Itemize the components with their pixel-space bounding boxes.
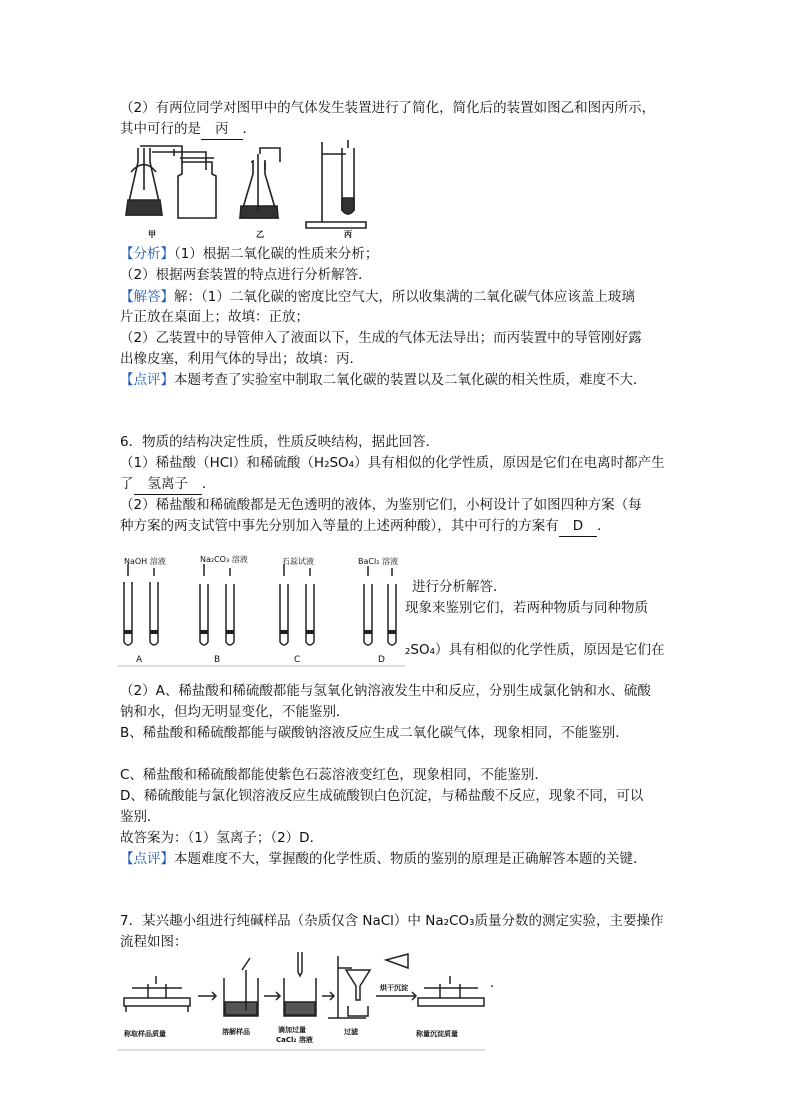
fig-label-bing: 丙 — [344, 229, 352, 239]
q5-solution-1-text: 解：（1）二氧化碳的密度比空气大，所以收集满的二氧化碳气体应该盖上玻璃 — [174, 289, 635, 305]
label-b: B — [214, 655, 221, 665]
q6-p1b-pre: 了 — [120, 476, 134, 492]
q6-sol-a1: （2）A、稀盐酸和稀硫酸都能与氢氧化钠溶液发生中和反应，分别生成氯化钠和水、硫酸 — [120, 683, 651, 699]
q5-answer: 丙 — [201, 119, 243, 140]
q6-p1: （1）稀盐酸（HCl）和稀硫酸（H₂SO₄）具有相似的化学性质，原因是它们在电离时都产生 — [120, 455, 665, 471]
analysis-tag: 【分析】 — [120, 246, 174, 262]
reagent-na2co3: Na₂CO₃ 溶液 — [200, 555, 248, 564]
q6-sol-d2: 鉴别． — [120, 809, 161, 825]
q6-comment — [120, 849, 647, 869]
flow-weigh-sample: 称取样品质量 — [124, 1030, 166, 1038]
gas-apparatus-figure — [120, 140, 370, 240]
q6-sol-d1: D、稀硫酸能与氯化钡溶液反应生成硫酸钡白色沉淀，与稀盐酸不反应，现象不同，可以 — [120, 788, 644, 804]
flow-dry: 烘干沉淀 — [380, 984, 408, 992]
fig-label-yi: 乙 — [256, 229, 264, 239]
q6-answer2: D — [559, 516, 597, 537]
q7-stem-1: 7．某兴趣小组进行纯碱样品（杂质仅含 NaCl）中 Na₂CO₃质量分数的测定实验，主要操作 — [120, 913, 664, 929]
comment-tag: 【点评】 — [120, 372, 174, 388]
q6-final: 故答案为：（1）氢离子；（2）D． — [120, 830, 324, 846]
q6-sol-c: C、稀盐酸和稀硫酸都能使紫色石蕊溶液变红色，现象相同，不能鉴别． — [120, 767, 548, 783]
flow-weigh-precipitate: 称量沉淀质量 — [416, 1030, 458, 1038]
label-c: C — [294, 655, 301, 665]
q5-analysis-2: （2）根据两套装置的特点进行分析解答． — [120, 267, 372, 283]
comment-tag: 【点评】 — [120, 851, 174, 867]
q6-hidden-1: 进行分析解答． — [412, 579, 507, 595]
q6-answer1: 氢离子 — [134, 474, 203, 495]
flow-filter: 过滤 — [344, 1028, 358, 1036]
reagent-bacl2: BaCl₂ 溶液 — [358, 557, 398, 566]
flow-add-excess: 滴加过量 — [278, 1026, 306, 1034]
q6-hidden-3: ₂SO₄）具有相似的化学性质，原因是它们在 — [405, 642, 665, 658]
solution-tag: 【解答】 — [120, 289, 174, 305]
q6-stem: 6．物质的结构决定性质，性质反映结构，据此回答． — [120, 434, 440, 450]
q5-line2-pre: 其中可行的是 — [120, 121, 201, 137]
q5-solution-1 — [120, 287, 635, 307]
flow-chart-figure — [118, 950, 488, 1052]
q5-line1: （2）有两位同学对图甲中的气体发生装置进行了简化，简化后的装置如图乙和图丙所示， — [120, 100, 656, 116]
q5-comment-text: 本题考查了实验室中制取二氧化碳的装置以及二氧化碳的相关性质，难度不大． — [174, 372, 647, 388]
q5-solution-4: 出橡皮塞，利用气体的导出；故填：丙． — [120, 351, 363, 367]
q6-sol-a2: 钠和水，但均无明显变化，不能鉴别． — [120, 704, 350, 720]
fig-label-jia: 甲 — [148, 229, 156, 239]
q5-analysis-1 — [120, 244, 378, 264]
q6-p1b-post: ． — [202, 476, 216, 492]
q6-p1b — [120, 474, 216, 495]
reagent-litmus: 石蕊试液 — [282, 557, 314, 566]
q6-p2b-pre: 种方案的两支试管中事先分别加入等量的上述两种酸），其中可行的方案有 — [120, 518, 559, 534]
q6-p2a: （2）稀盐酸和稀硫酸都是无色透明的液体，为鉴别它们，小柯设计了如图四种方案（每 — [120, 497, 642, 513]
q6-p2b — [120, 516, 611, 537]
label-a: A — [136, 655, 143, 665]
q5-comment — [120, 370, 647, 390]
flow-dissolve: 溶解样品 — [222, 1028, 250, 1036]
flow-cacl2: CaCl₂ 溶液 — [276, 1036, 313, 1044]
q6-p2b-post: ． — [597, 518, 611, 534]
q7-trail: ． — [490, 975, 504, 991]
q6-sol-b: B、稀盐酸和稀硫酸都能与碳酸钠溶液反应生成二氧化碳气体，现象相同，不能鉴别． — [120, 725, 629, 741]
q5-solution-3: （2）乙装置中的导管伸入了液面以下，生成的气体无法导出；而丙装置中的导管刚好露 — [120, 330, 642, 346]
q5-line2-post: ． — [242, 121, 256, 137]
label-d: D — [378, 655, 385, 665]
q5-solution-2: 片正放在桌面上；故填：正放； — [120, 309, 309, 325]
q5-analysis-1-text: （1）根据二氧化碳的性质来分析； — [174, 246, 379, 262]
reagent-naoh: NaOH 溶液 — [124, 557, 166, 566]
q6-comment-text: 本题难度不大，掌握酸的化学性质、物质的鉴别的原理是正确解答本题的关键． — [174, 851, 647, 867]
q7-stem-2: 流程如图： — [120, 934, 188, 950]
test-tube-figure — [118, 552, 405, 668]
q5-line2 — [120, 119, 256, 140]
q6-hidden-2: 现象来鉴别它们，若两种物质与同种物质 — [405, 600, 648, 616]
